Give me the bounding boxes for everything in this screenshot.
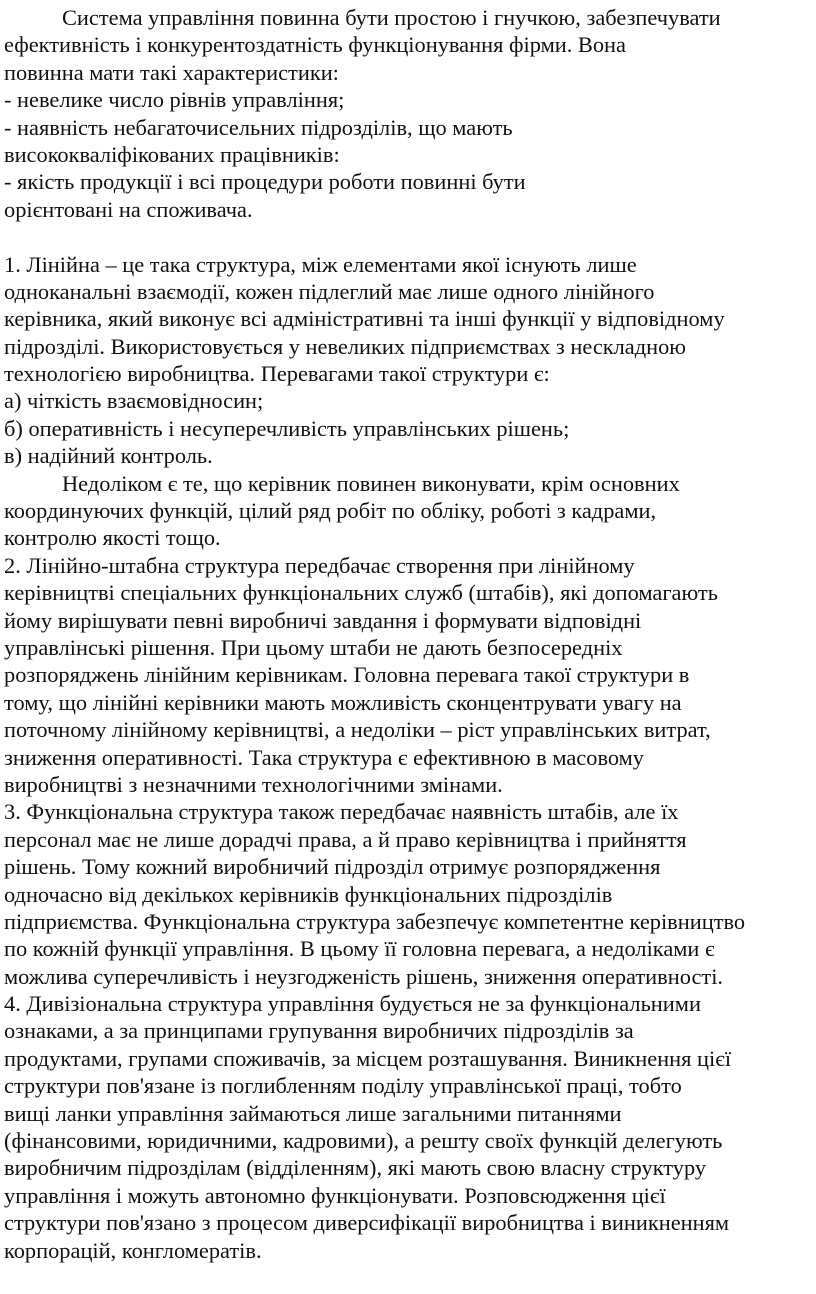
blank-line — [4, 223, 812, 250]
text-line: корпорацій, конгломератів. — [4, 1237, 262, 1263]
text-line: 3. Функціональна структура також передбачає наявність штабів, але їх — [4, 799, 679, 825]
text-line: можлива суперечливість і неузгодженість рішень, зниження оперативності. — [4, 963, 724, 989]
text-line: - невелике число рівнів управління; — [4, 87, 345, 113]
text-line: тому, що лінійні керівники мають можливість сконцентрувати увагу на — [4, 689, 682, 715]
text-line: поточному лінійному керівництві, а недоліки – ріст управлінських витрат, — [4, 717, 711, 743]
text-line: виробничим підрозділам (відділенням), які мають свою власну структуру — [4, 1155, 707, 1181]
list-item: б) оперативність і несуперечливість управлінських рішень; — [4, 415, 570, 441]
text-line: по кожній функції управління. В цьому її головна перевага, а недоліками є — [4, 936, 715, 962]
text-line: Недоліком є те, що керівник повинен виконувати, крім основних — [62, 470, 680, 496]
text-line: технологією виробництва. Перевагами такої структури є: — [4, 361, 550, 387]
text-line: Система управління повинна бути простою і гнучкою, забезпечувати — [62, 5, 721, 30]
intro-paragraph — [4, 4, 812, 223]
text-line: виробництві з незначними технологічними змінами. — [4, 771, 503, 797]
text-line: висококваліфікованих працівників: — [4, 141, 340, 167]
text-line: управлінські рішення. При цьому штаби не дають безпосередніх — [4, 634, 623, 660]
text-line: продуктами, групами споживачів, за місцем розташування. Виникнення цієї — [4, 1045, 732, 1071]
text-line: 1. Лінійна – це така структура, між елементами якої існують лише — [4, 251, 637, 277]
section-functional — [4, 798, 812, 990]
text-line: йому вирішувати певні виробничі завдання і формувати відповідні — [4, 607, 642, 633]
list-item: в) надійний контроль. — [4, 443, 213, 469]
section-linear-drawback — [4, 470, 812, 552]
text-line: управління і можуть автономно функціонувати. Розповсюдження цієї — [4, 1182, 666, 1208]
text-line: структури пов'язане із поглибленням поділу управлінської праці, тобто — [4, 1073, 682, 1099]
text-line: рішень. Тому кожний виробничий підрозділ отримує розпорядження — [4, 854, 661, 880]
text-line: розпоряджень лінійним керівникам. Головна перевага такої структури в — [4, 662, 690, 688]
text-line: вищі ланки управління займаються лише загальними питаннями — [4, 1100, 622, 1126]
text-line: керівника, який виконує всі адміністративні та інші функції у відповідному — [4, 306, 725, 332]
section-line-staff — [4, 552, 812, 799]
text-line: повинна мати такі характеристики: — [4, 59, 339, 85]
text-line: 2. Лінійно-штабна структура передбачає створення при лінійному — [4, 552, 635, 578]
text-line: зниження оперативності. Така структура є ефективною в масовому — [4, 744, 644, 770]
text-line: контролю якості тощо. — [4, 525, 221, 551]
text-line: координуючих функцій, цілий ряд робіт по обліку, роботі з кадрами, — [4, 498, 657, 524]
text-line: (фінансовими, юридичними, кадровими), а решту своїх функцій делегують — [4, 1128, 723, 1154]
text-line: одночасно від декількох керівників функціональних підрозділів — [4, 881, 613, 907]
text-line: одноканальні взаємодії, кожен підлеглий має лише одного лінійного — [4, 278, 655, 304]
section-divisional — [4, 990, 812, 1264]
list-item: а) чіткість взаємовідносин; — [4, 388, 264, 414]
text-line: - якість продукції і всі процедури роботи повинні бути — [4, 169, 526, 195]
text-line: керівництві спеціальних функціональних служб (штабів), які допомагають — [4, 580, 718, 606]
section-linear — [4, 251, 812, 470]
text-line: підприємства. Функціональна структура забезпечує компетентне керівництво — [4, 908, 746, 934]
text-line: ефективність і конкурентоздатність функціонування фірми. Вона — [4, 32, 626, 58]
text-line: структури пов'язано з процесом диверсифікації виробництва і виникненням — [4, 1210, 730, 1236]
text-line: - наявність небагаточисельних підрозділів, що мають — [4, 114, 513, 140]
text-line: персонал має не лише дорадчі права, а й право керівництва і прийняття — [4, 826, 687, 852]
text-line: ознаками, а за принципами групування виробничих підрозділів за — [4, 1018, 634, 1044]
text-line: орієнтовані на споживача. — [4, 196, 253, 222]
text-line: підрозділі. Використовується у невеликих підприємствах з нескладною — [4, 333, 687, 359]
text-line: 4. Дивізіональна структура управління будується не за функціональними — [4, 991, 701, 1017]
